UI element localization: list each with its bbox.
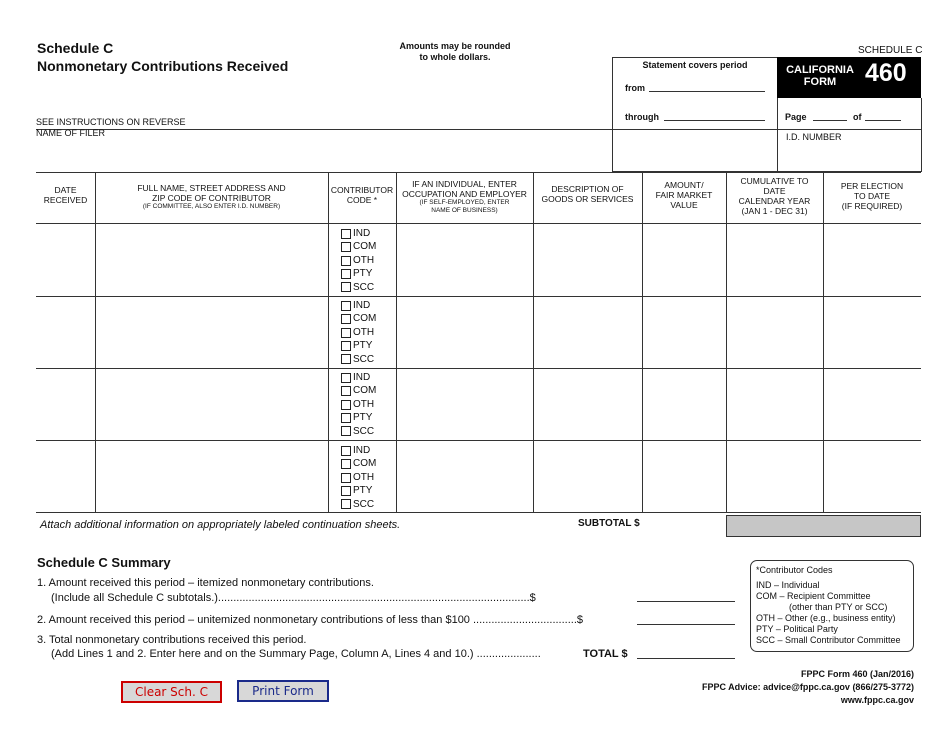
filer-divider: [36, 129, 612, 130]
checkbox[interactable]: [341, 229, 351, 239]
code-option-oth[interactable]: [341, 326, 376, 339]
checkbox[interactable]: [341, 413, 351, 423]
checkbox[interactable]: [341, 328, 351, 338]
code-label: SCC: [353, 281, 375, 293]
code-option-pty[interactable]: [341, 411, 376, 424]
contributor-code-list: [341, 299, 376, 366]
legend-title: *Contributor Codes: [756, 565, 833, 575]
of-label: of: [853, 112, 862, 122]
rounding-note-line2: to whole dollars.: [419, 52, 491, 62]
checkbox[interactable]: [341, 386, 351, 396]
code-option-scc[interactable]: [341, 425, 376, 438]
code-label: SCC: [353, 425, 375, 437]
checkbox[interactable]: [341, 314, 351, 324]
summary-line3b: (Add Lines 1 and 2. Enter here and on the Summary Page, Column A, Lines 4 and 10.) .....................: [51, 648, 541, 660]
col-header-date: [36, 185, 95, 205]
code-label: PTY: [353, 412, 373, 424]
code-label: IND: [353, 372, 371, 383]
col-occ-line4: NAME OF BUSINESS): [431, 207, 498, 214]
checkbox[interactable]: [341, 499, 351, 509]
col-cum-line1: CUMULATIVE TO: [740, 176, 809, 186]
col-desc-line1: DESCRIPTION OF: [551, 184, 624, 194]
page-number-field[interactable]: [813, 120, 847, 121]
legend-oth: OTH – Other (e.g., business entity): [756, 613, 896, 623]
legend-scc: SCC – Small Contributor Committee: [756, 635, 901, 645]
code-option-scc[interactable]: [341, 498, 376, 511]
code-option-com[interactable]: [341, 240, 376, 253]
checkbox[interactable]: [341, 242, 351, 252]
legend-com: COM – Recipient Committee: [756, 591, 871, 601]
code-option-pty[interactable]: [341, 484, 376, 497]
checkbox[interactable]: [341, 269, 351, 279]
col-cum-line2: DATE: [763, 186, 786, 196]
code-label: IND: [353, 445, 371, 456]
col-divider: [95, 172, 96, 512]
id-number-label: I.D. NUMBER: [786, 132, 842, 142]
instructions-note: SEE INSTRUCTIONS ON REVERSE: [36, 117, 186, 127]
col-divider: [642, 172, 643, 512]
page-total-field[interactable]: [865, 120, 901, 121]
checkbox[interactable]: [341, 486, 351, 496]
code-label: PTY: [353, 485, 373, 497]
fppc-website: www.fppc.ca.gov: [840, 695, 914, 705]
col-date-line1: DATE: [54, 185, 77, 195]
col-desc-line2: GOODS OR SERVICES: [541, 194, 634, 204]
checkbox[interactable]: [341, 400, 351, 410]
through-date-field[interactable]: [664, 120, 765, 121]
ca-form-label: [785, 64, 855, 88]
checkbox[interactable]: [341, 256, 351, 266]
form-number: 460: [865, 59, 907, 87]
code-label: COM: [353, 241, 377, 253]
checkbox[interactable]: [341, 426, 351, 436]
contributor-code-list: [341, 227, 376, 294]
code-option-pty[interactable]: [341, 339, 376, 352]
code-option-com[interactable]: [341, 384, 376, 397]
col-header-code: [328, 185, 396, 205]
code-option-ind[interactable]: [341, 371, 376, 384]
col-cum-line4: (JAN 1 - DEC 31): [741, 206, 808, 216]
period-bottom: [612, 129, 777, 130]
code-label: PTY: [353, 340, 373, 352]
code-label: COM: [353, 385, 377, 397]
clear-schedule-button[interactable]: Clear Sch. C: [121, 681, 222, 703]
page-divider: [777, 129, 921, 130]
table-top-border: [36, 172, 921, 173]
row-divider: [36, 296, 921, 297]
checkbox[interactable]: [341, 459, 351, 469]
code-option-com[interactable]: [341, 312, 376, 325]
code-option-ind[interactable]: [341, 444, 376, 457]
period-title: Statement covers period: [642, 60, 748, 70]
code-option-oth[interactable]: [341, 471, 376, 484]
checkbox[interactable]: [341, 354, 351, 364]
checkbox[interactable]: [341, 341, 351, 351]
row-divider: [36, 368, 921, 369]
col-name-line3: (IF COMMITTEE, ALSO ENTER I.D. NUMBER): [142, 203, 281, 210]
col-occ-line1: IF AN INDIVIDUAL, ENTER: [412, 179, 517, 189]
summary-line1b: (Include all Schedule C subtotals.)......................................................................................................$: [51, 592, 536, 604]
code-label: OTH: [353, 398, 375, 410]
subtotal-field[interactable]: [726, 515, 921, 537]
line1-amount-field[interactable]: [637, 601, 735, 602]
col-amt-line3: VALUE: [670, 200, 698, 210]
code-label: OTH: [353, 471, 375, 483]
col-per-line2: TO DATE: [853, 191, 891, 201]
col-amt-line1: AMOUNT/: [664, 180, 704, 190]
through-label: through: [625, 112, 659, 122]
contributor-codes-legend: [750, 560, 914, 652]
code-option-scc[interactable]: [341, 281, 376, 294]
col-amt-line2: FAIR MARKET: [655, 190, 713, 200]
line2-amount-field[interactable]: [637, 624, 735, 625]
name-of-filer-label: NAME OF FILER: [36, 128, 106, 138]
code-option-oth[interactable]: [341, 254, 376, 267]
rounding-note-line1: Amounts may be rounded: [399, 41, 511, 51]
legend-pty: PTY – Political Party: [756, 624, 838, 634]
table-bottom-border: [36, 512, 921, 513]
col-code-line1: CONTRIBUTOR: [330, 185, 394, 195]
schedule-label: SCHEDULE C: [858, 45, 923, 56]
code-label: COM: [353, 313, 377, 325]
col-name-line2: ZIP CODE OF CONTRIBUTOR: [152, 193, 271, 203]
summary-line1a: 1. Amount received this period – itemized nonmonetary contributions.: [37, 577, 374, 589]
ca-label-line2: FORM: [803, 76, 837, 88]
col-header-amount: [642, 180, 726, 210]
checkbox[interactable]: [341, 446, 351, 456]
summary-title: Schedule C Summary: [37, 555, 171, 570]
col-occ-line2: OCCUPATION AND EMPLOYER: [402, 189, 527, 199]
col-header-per-election: [823, 181, 921, 211]
code-option-ind[interactable]: [341, 227, 376, 240]
ca-label-line1: CALIFORNIA: [786, 64, 854, 76]
col-header-description: [533, 184, 642, 204]
col-header-cumulative: [726, 176, 823, 216]
code-label: OTH: [353, 254, 375, 266]
col-date-line2: RECEIVED: [43, 195, 88, 205]
code-label: PTY: [353, 268, 373, 280]
print-form-button[interactable]: Print Form: [237, 680, 329, 702]
code-option-scc[interactable]: [341, 353, 376, 366]
table-header-border: [36, 223, 921, 224]
col-header-name: [95, 183, 328, 211]
legend-com-note: (other than PTY or SCC): [789, 602, 888, 612]
fppc-advice: FPPC Advice: advice@fppc.ca.gov (866/275-3772): [701, 682, 914, 692]
contributor-code-list: [341, 444, 376, 511]
from-date-field[interactable]: [649, 91, 765, 92]
col-divider: [396, 172, 397, 512]
code-label: SCC: [353, 498, 375, 510]
col-header-occupation: [396, 179, 533, 215]
checkbox[interactable]: [341, 373, 351, 383]
col-divider: [726, 172, 727, 512]
schedule-title: Schedule C: [37, 40, 114, 56]
checkbox[interactable]: [341, 473, 351, 483]
code-option-com[interactable]: [341, 457, 376, 470]
subtotal-label: SUBTOTAL $: [578, 518, 640, 529]
code-label: COM: [353, 458, 377, 470]
checkbox[interactable]: [341, 301, 351, 311]
col-occ-line3: (IF SELF-EMPLOYED, ENTER: [419, 199, 510, 206]
code-option-pty[interactable]: [341, 267, 376, 280]
from-label: from: [625, 83, 645, 93]
code-option-oth[interactable]: [341, 398, 376, 411]
col-divider: [533, 172, 534, 512]
form-title: Nonmonetary Contributions Received: [37, 58, 289, 74]
page-label: Page: [785, 112, 807, 122]
col-per-line1: PER ELECTION: [840, 181, 904, 191]
row-divider: [36, 440, 921, 441]
code-label: SCC: [353, 353, 375, 365]
code-option-ind[interactable]: [341, 299, 376, 312]
total-amount-field[interactable]: [637, 658, 735, 659]
col-code-line2: CODE *: [346, 195, 378, 205]
attach-note: Attach additional information on appropriately labeled continuation sheets.: [40, 519, 401, 531]
summary-line2: 2. Amount received this period – unitemized nonmonetary contributions of less than $100 ..................................$: [37, 614, 584, 626]
contributor-code-list: [341, 371, 376, 438]
col-cum-line3: CALENDAR YEAR: [738, 196, 811, 206]
code-label: OTH: [353, 326, 375, 338]
checkbox[interactable]: [341, 282, 351, 292]
code-label: IND: [353, 228, 371, 239]
col-name-line1: FULL NAME, STREET ADDRESS AND: [137, 183, 286, 193]
total-label: TOTAL $: [583, 648, 628, 660]
id-box-right: [921, 98, 922, 172]
california-form-badge: [777, 57, 921, 98]
form-id: FPPC Form 460 (Jan/2016): [800, 669, 914, 679]
legend-ind: IND – Individual: [756, 580, 820, 590]
col-divider: [328, 172, 329, 512]
rounding-note: [380, 41, 530, 63]
code-label: IND: [353, 300, 371, 311]
summary-line3a: 3. Total nonmonetary contributions received this period.: [37, 634, 307, 646]
col-per-line3: (IF REQUIRED): [841, 201, 903, 211]
col-divider: [823, 172, 824, 512]
